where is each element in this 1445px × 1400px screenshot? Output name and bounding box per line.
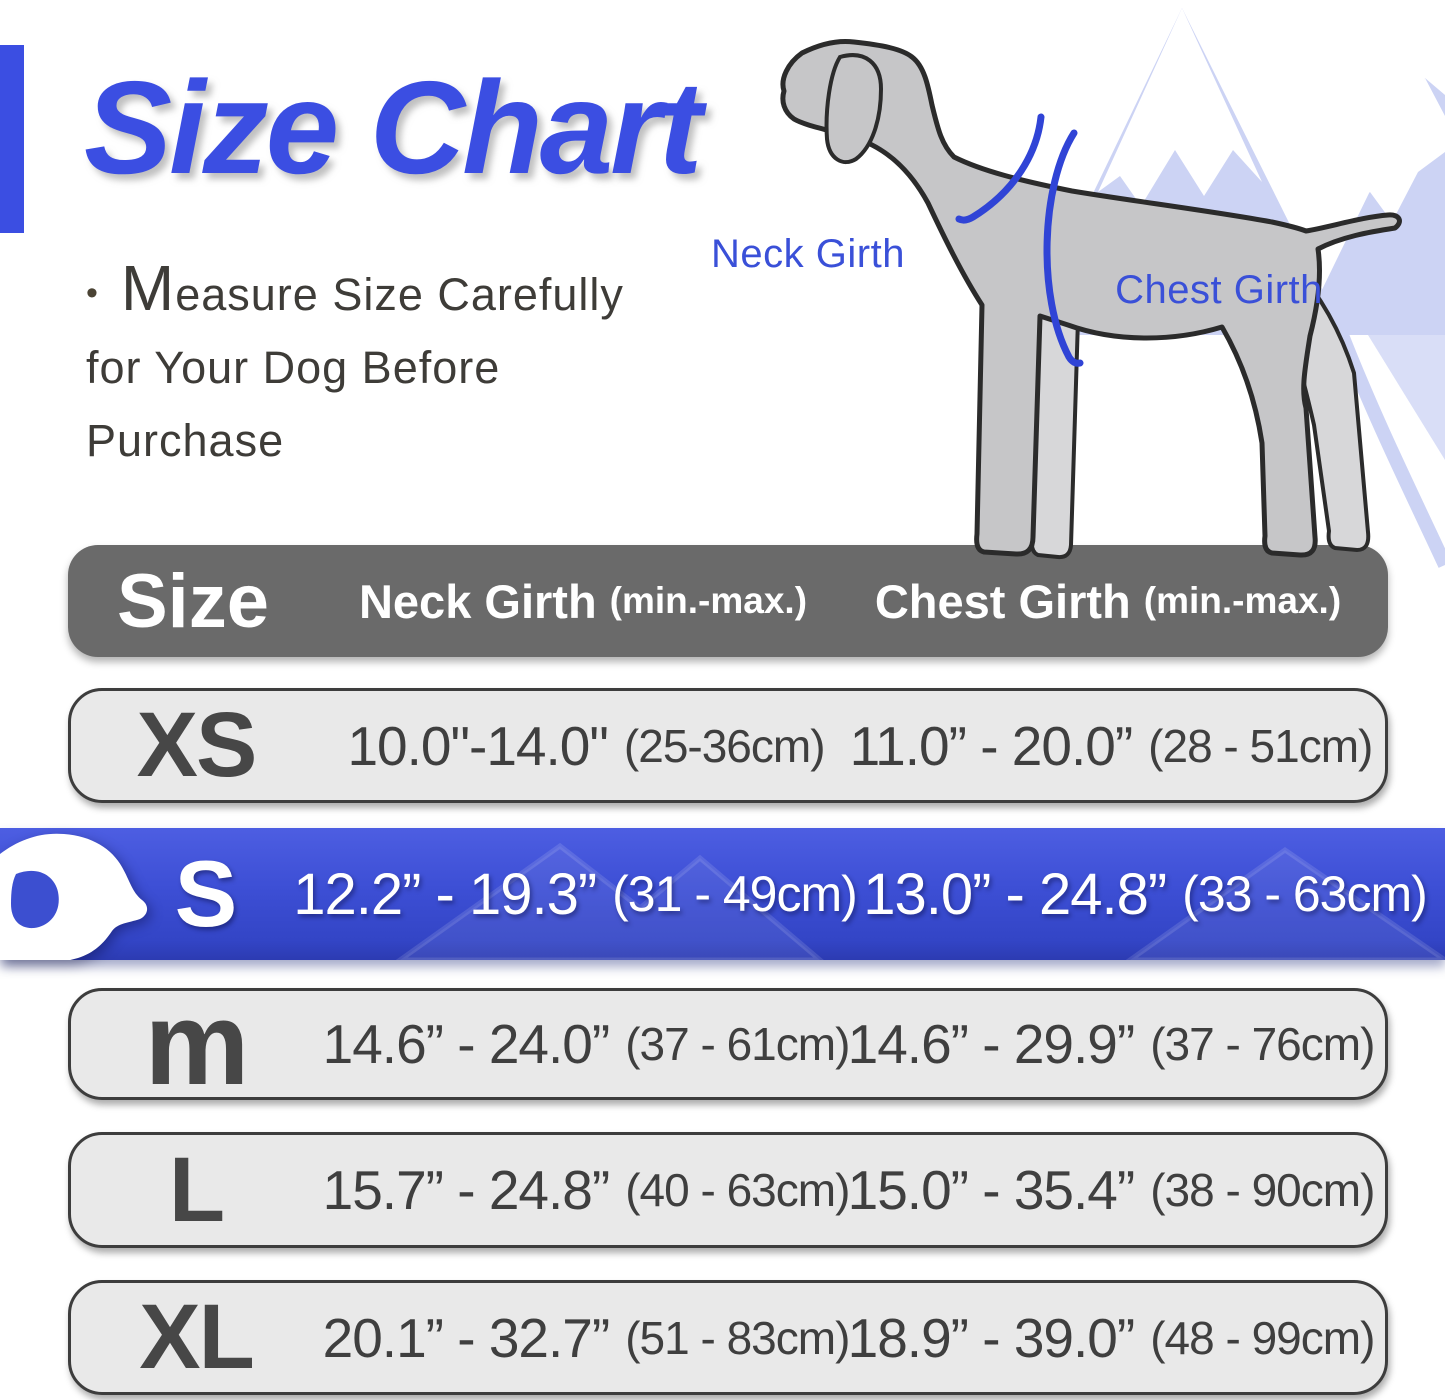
neck-girth-cell-m [301, 991, 871, 1097]
chest-inches-xs: 11.0” - 20.0” [849, 714, 1133, 777]
neck-cm-m: (37 - 61cm) [625, 1018, 850, 1070]
table-row-s-highlighted [0, 828, 1445, 960]
chest-girth-label: Chest Girth [1115, 268, 1323, 312]
neck-inches-m: 14.6” - 24.0” [322, 1013, 610, 1075]
neck-cm-s: (31 - 49cm) [612, 866, 857, 922]
neck-girth-label: Neck Girth [711, 232, 905, 276]
chest-cm-m: (37 - 76cm) [1150, 1018, 1375, 1070]
header-size-cell: Size [116, 558, 270, 644]
size-cell-s: S [174, 841, 236, 946]
chest-cm-l: (38 - 90cm) [1150, 1164, 1375, 1216]
size-cell-m: m [144, 978, 248, 1110]
table-row-l [68, 1132, 1388, 1248]
chest-inches-s: 13.0” - 24.8” [863, 861, 1167, 927]
chest-inches-l: 15.0” - 35.4” [847, 1159, 1135, 1221]
table-row-m [68, 978, 1388, 1110]
chest-inches-m: 14.6” - 29.9” [847, 1013, 1135, 1075]
neck-girth-cell-xl [301, 1283, 871, 1392]
neck-inches-xs: 10.0"-14.0" [347, 714, 608, 777]
size-cell-xs: XS [136, 694, 256, 796]
bullet-icon: • [86, 274, 99, 312]
header-chest-girth-range: (min.-max.) [1143, 580, 1342, 621]
size-cell-l: L [168, 1138, 224, 1241]
neck-cm-xs: (25-36cm) [623, 719, 825, 772]
neck-inches-l: 15.7” - 24.8” [322, 1159, 610, 1221]
chest-girth-cell-xs [841, 691, 1381, 800]
page-title: Size Chart [84, 54, 700, 201]
chest-girth-cell-m [841, 991, 1381, 1097]
neck-inches-s: 12.2” - 19.3” [293, 861, 597, 927]
chest-cm-xl: (48 - 99cm) [1150, 1311, 1375, 1364]
note-lead-capital: M [120, 252, 176, 324]
neck-girth-cell-s [290, 828, 860, 960]
chest-cm-xs: (28 - 51cm) [1148, 719, 1373, 772]
size-cell-xl: XL [139, 1286, 253, 1388]
chest-cm-s: (33 - 63cm) [1182, 866, 1427, 922]
chest-girth-cell-s [865, 828, 1425, 960]
table-row-xl [68, 1280, 1388, 1395]
chest-inches-xl: 18.9” - 39.0” [847, 1306, 1135, 1369]
measure-note [86, 252, 726, 477]
chest-girth-cell-l [841, 1135, 1381, 1245]
header-neck-girth-title: Neck Girth [358, 574, 597, 628]
note-line-2: for Your Dog Before [86, 342, 501, 393]
table-row-xs [68, 688, 1388, 803]
title-accent-bar [0, 45, 24, 233]
neck-cm-xl: (51 - 83cm) [625, 1311, 850, 1364]
note-line-1 [86, 252, 726, 331]
note-line-1-text: easure Size Carefully [175, 269, 624, 320]
chest-girth-cell-xl [841, 1283, 1381, 1392]
header-chest-girth-title: Chest Girth [874, 574, 1131, 628]
note-line-3: Purchase [86, 415, 285, 466]
neck-girth-cell-l [301, 1135, 871, 1245]
neck-inches-xl: 20.1” - 32.7” [322, 1306, 610, 1369]
header-neck-girth-range: (min.-max.) [609, 580, 808, 621]
neck-cm-l: (40 - 63cm) [625, 1164, 850, 1216]
neck-girth-cell-xs [301, 691, 871, 800]
